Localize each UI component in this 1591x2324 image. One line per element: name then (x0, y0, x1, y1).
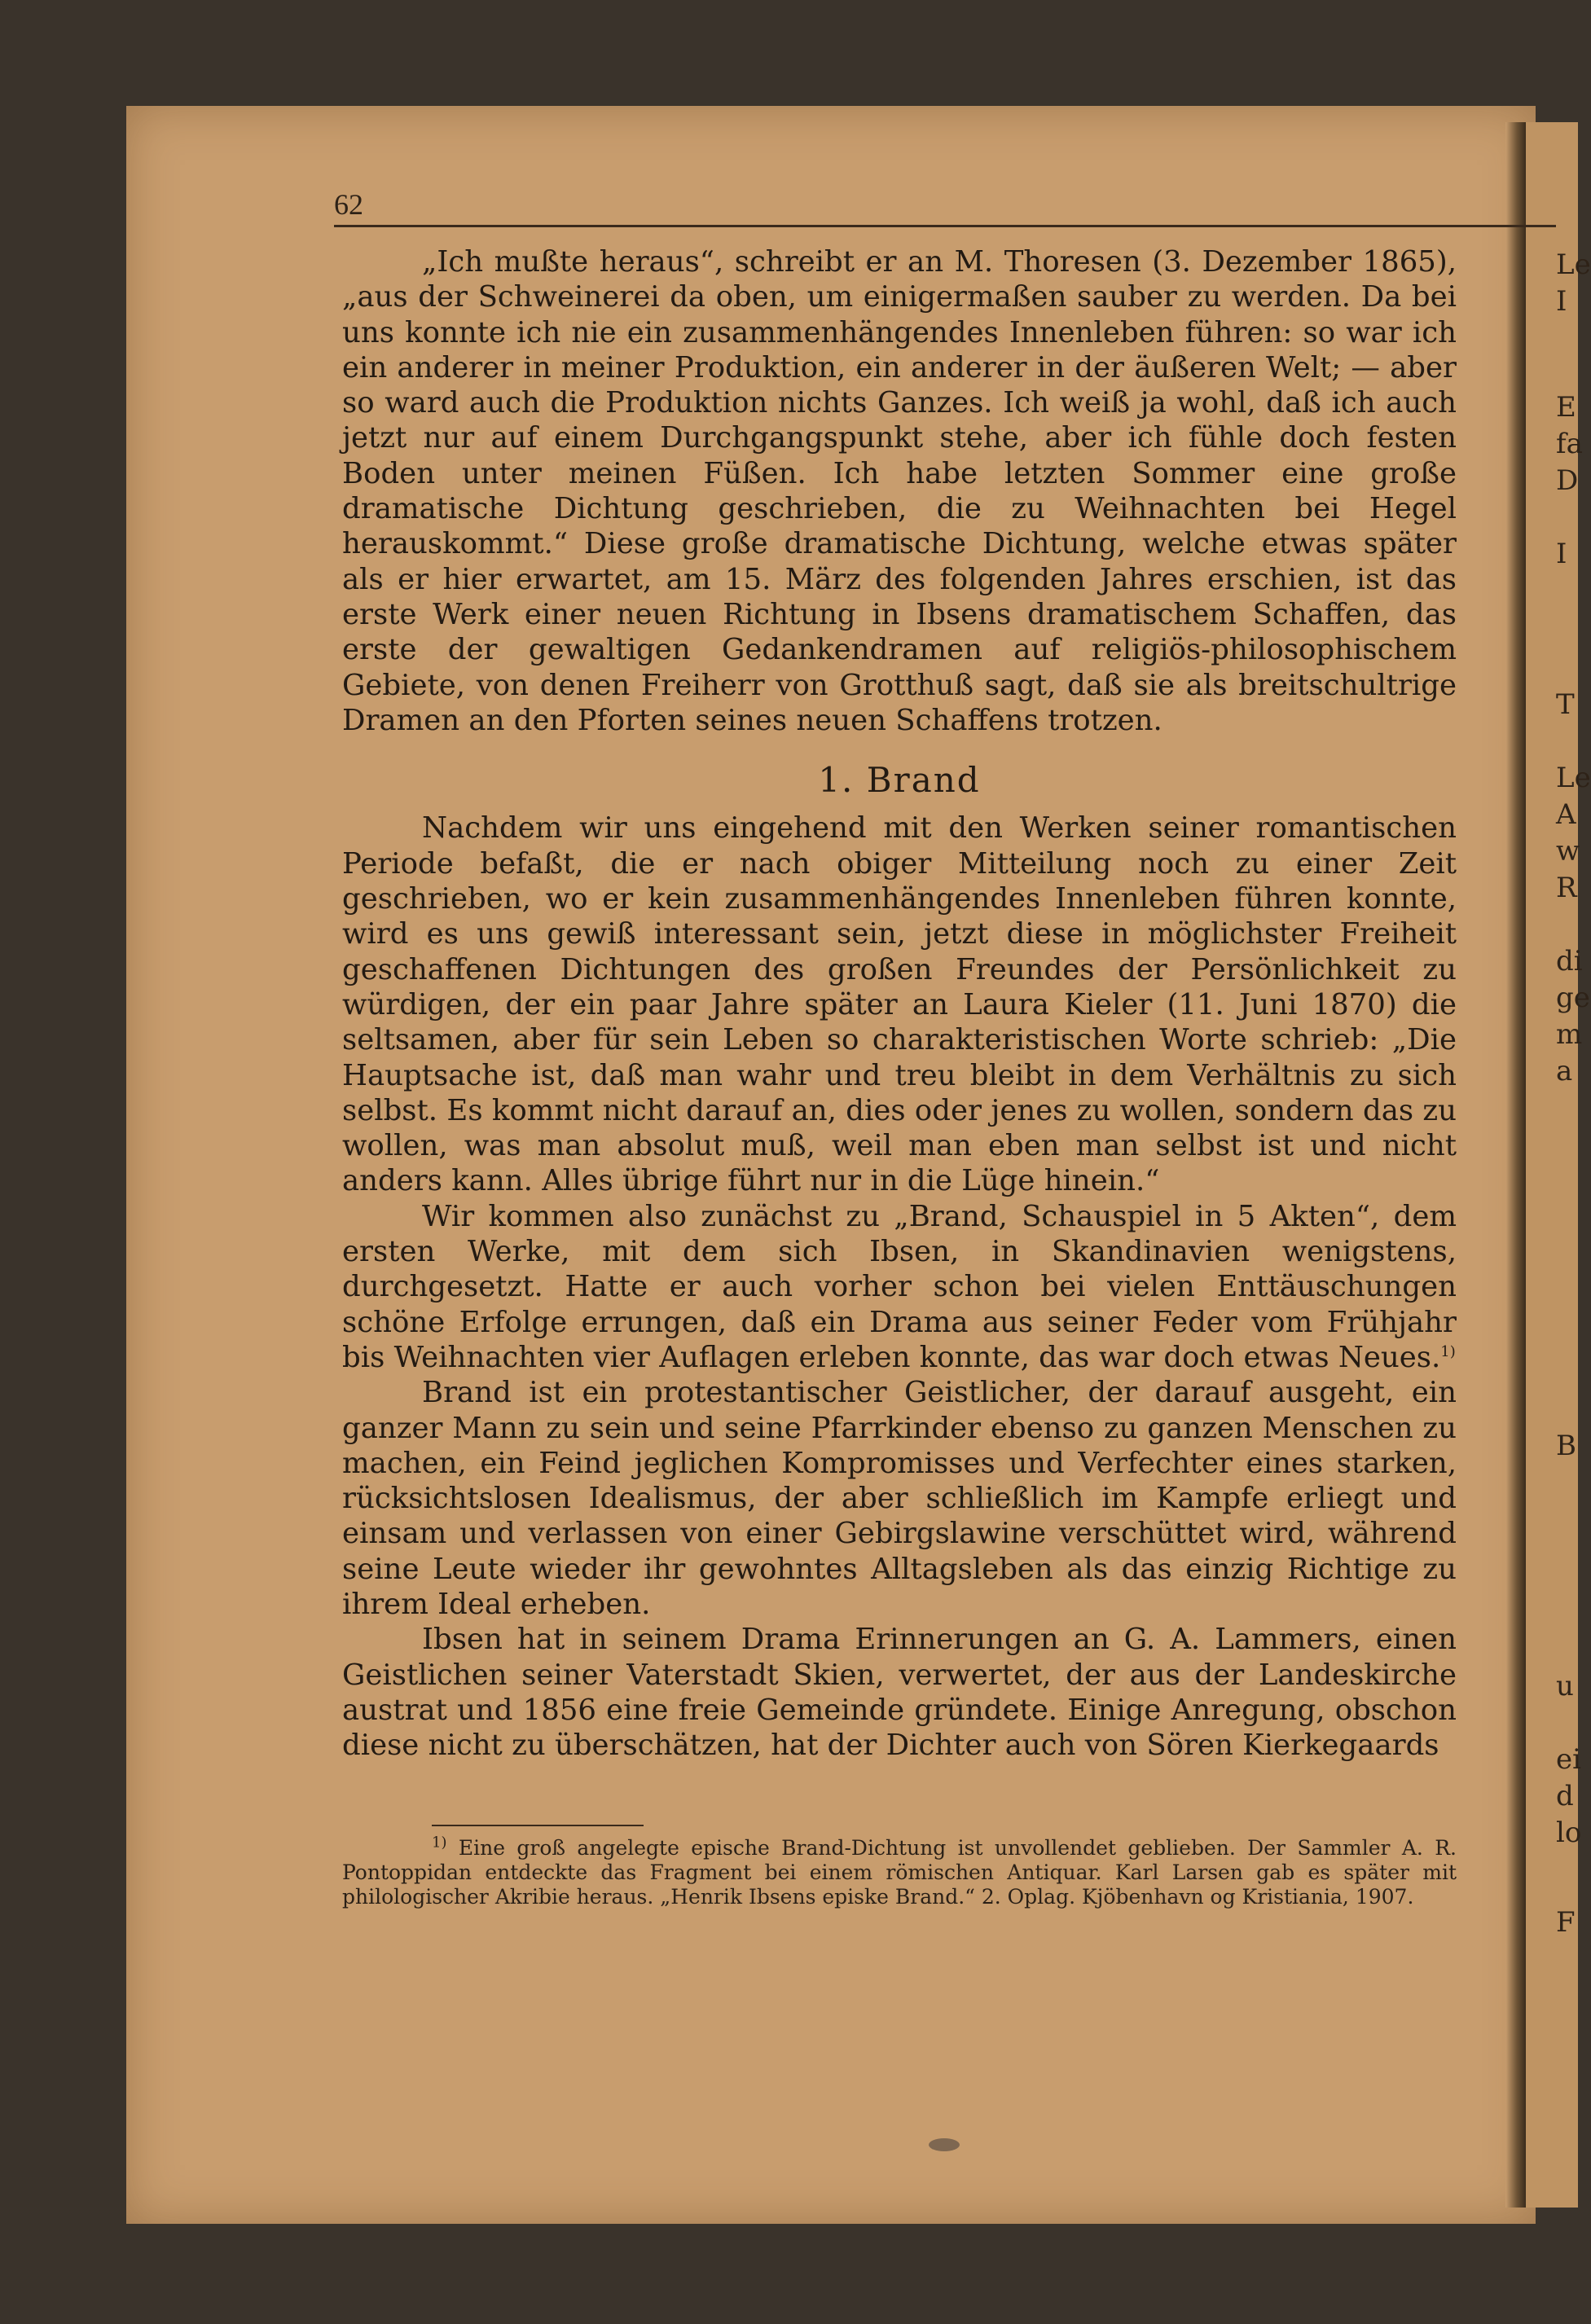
footnote-divider (432, 1825, 644, 1826)
section-paragraph (342, 1199, 1457, 1375)
facing-page-letter: u (1556, 1670, 1574, 1702)
facing-page-letter: B (1556, 1430, 1576, 1462)
facing-page-letter: Le (1556, 248, 1591, 281)
facing-page-letter: w (1556, 835, 1580, 868)
facing-page-letter: E (1556, 391, 1576, 424)
footnote-area (342, 1825, 1457, 1909)
facing-page-letter: di (1556, 945, 1583, 977)
facing-page-letter: A (1556, 798, 1576, 831)
facing-page-letter: lo (1556, 1817, 1582, 1849)
body-paragraph: „Ich mußte heraus“, schreibt er an M. Thoresen (3. Dezember 1865), „aus der Schweinerei da oben, um einigermaßen sauber zu werden. Da bei uns konnte ich nie ein zusammenhängendes Innenleben führen: so war ich ein anderer in meiner Produktion, ein anderer in der äußeren Welt; — aber so ward auch die Produktion nichts Ganzes. Ich weiß ja wohl, daß ich auch jetzt nur auf einem Durchgangspunkt stehe, aber ich fühle doch festen Boden unter meinen Füßen. Ich habe letzten Sommer eine große dramatische Dichtung geschrieben, die zu Weihnachten bei Hegel herauskommt.“ Diese große dramatische Dichtung, welche etwas später als er hier erwartet, am 15. März des folgenden Jahres erschien, ist das erste Werk einer neuen Richtung in Ibsens dramatischem Schaffen, das erste der gewaltigen Gedankendramen auf religiös-philosophischem Gebiete, von denen Freiherr von Grotthuß sagt, daß sie als breitschultrige Dramen an den Pforten seines neuen Schaffens trotzen. (342, 245, 1457, 737)
facing-page-letter: d (1556, 1780, 1574, 1812)
paragraph-text: Wir kommen also zunächst zu „Brand, Schauspiel in 5 Akten“, dem ersten Werke, mit dem sich Ibsen, in Skandinavien wenigstens, durchgesetzt. Hatte er auch vorher schon bei vielen Enttäuschungen schöne Erfolge errungen, daß ein Drama aus seiner Feder vom Frühjahr bis Weihnachten vier Auflagen erleben konnte, das war doch etwas Neues. (342, 1199, 1457, 1374)
facing-page-letter: a (1556, 1055, 1573, 1087)
paper-stain (929, 2138, 960, 2151)
page-number: 62 (334, 188, 363, 221)
facing-page-letter: F (1556, 1906, 1576, 1939)
section-paragraph: Ibsen hat in seinem Drama Erinnerungen an G. A. Lammers, einen Geistlichen seiner Vaterstadt Skien, verwertet, der aus der Landeskirche austrat und 1856 eine freie Gemeinde gründete. Einige Anregung, obschon diese nicht zu überschätzen, hat der Dichter auch von Sören Kierkegaards (342, 1623, 1457, 1763)
facing-page-letter: R (1556, 872, 1577, 904)
section-heading: 1. Brand (818, 760, 981, 801)
footnote-text: Eine groß angelegte epische Brand-Dichtung ist unvollendet geblieben. Der Sammler A. R. Pontoppidan entdeckte das Fragment bei einem römischen Antiquar. Karl Larsen gab es später mit philologischer Akribie heraus. „Henrik Ibsens episke Brand.“ 2. Oplag. Kjöbenhavn og Kristiania, 1907. (342, 1836, 1457, 1909)
facing-page-letter: m (1556, 1018, 1583, 1051)
facing-page-letter: ei (1556, 1743, 1581, 1776)
facing-page-letter: ge (1556, 982, 1590, 1014)
facing-page-letter: fa (1556, 428, 1583, 460)
facing-page-letter: Le (1556, 762, 1591, 794)
footnote-reference[interactable]: 1) (1440, 1343, 1456, 1361)
footnote-marker: 1) (432, 1834, 447, 1852)
footnote (342, 1836, 1457, 1909)
facing-page-letter: T (1556, 688, 1575, 721)
section-paragraph: Brand ist ein protestantischer Geistlicher, der darauf ausgeht, ein ganzer Mann zu sein und seine Pfarrkinder ebenso zu ganzen Menschen zu machen, ein Feind jeglichen Kompromisses und Verfechter eines starken, rücksichtslosen Idealismus, der aber schließlich im Kampfe erliegt und einsam und verlassen von einer Gebirgslawine verschüttet wird, während seine Leute wieder ihr gewohntes Alltagsleben als das einzig Richtige zu ihrem Ideal erheben. (342, 1376, 1457, 1621)
section-paragraph: Nachdem wir uns eingehend mit den Werken seiner romantischen Periode befaßt, die er nach obiger Mitteilung noch zu einer Zeit geschrieben, wo er kein zusammenhängendes Innenleben führen konnte, wird es uns gewiß interessant sein, jetzt diese in möglichster Freiheit geschaffenen Dichtungen des großen Freundes der Persönlichkeit zu würdigen, der ein paar Jahre später an Laura Kieler (11. Juni 1870) die seltsamen, aber für sein Leben so charakteristischen Worte schrieb: „Die Hauptsache ist, daß man wahr und treu bleibt in dem Verhältnis zu sich selbst. Es kommt nicht darauf an, dies oder jenes zu wollen, sondern das zu wollen, was man absolut muß, weil man eben man selbst ist und nicht anders kann. Alles übrige führt nur in die Lüge hinein.“ (342, 811, 1457, 1198)
facing-page-letter: I (1556, 285, 1567, 318)
facing-page-letter: D (1556, 464, 1579, 497)
page-gutter (1505, 122, 1526, 2208)
main-text (342, 244, 1457, 1763)
page-header (334, 186, 1556, 227)
facing-page-letter: I (1556, 538, 1567, 570)
